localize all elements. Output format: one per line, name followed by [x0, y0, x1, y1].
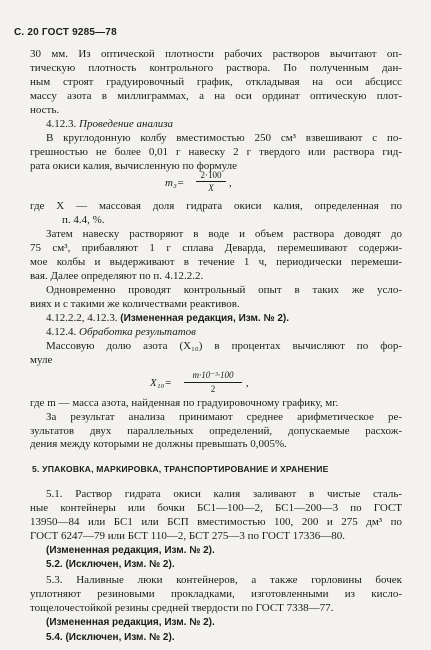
formula-numerator: m·10⁻³·100: [192, 370, 234, 380]
subsection-number: 4.12.4.: [46, 326, 77, 338]
text-line: муле: [30, 354, 53, 366]
section-5-title: 5. УПАКОВКА, МАРКИРОВКА, ТРАНСПОРТИРОВАНИЕ И ХРАНЕНИЕ: [32, 464, 329, 474]
text-line: п. 4.4, %.: [62, 214, 105, 226]
text-line: виях и с такими же количествами реактивов.: [30, 298, 240, 310]
text-line: За результат анализа принимают среднее арифметическое ре-: [46, 411, 402, 423]
text-line: дения между которыми не должны превышать 0,005%.: [30, 438, 287, 450]
text-line: зультатов двух параллельных определений, допускаемые расхож-: [30, 425, 402, 437]
amendment-refs: 4.12.2.2, 4.12.3.: [46, 312, 118, 324]
text-line: 13950—84 или БС1 или БСП вместимостью 100, 200 и 275 дм³ по: [30, 516, 402, 528]
text-line: где X — массовая доля гидрата окиси калия, определенная по: [30, 200, 402, 212]
subsection-title: Обработка результатов: [79, 326, 196, 338]
text-line: рата окиси калия, вычисленную по формуле: [30, 160, 237, 172]
amendment-note: (Измененная редакция, Изм. № 2).: [46, 617, 215, 628]
text-line: где m — масса азота, найденная по градуировочному графику, мг.: [30, 397, 339, 409]
text-line: ным строят градуировочный график, откладывая на оси абсцисс: [30, 76, 402, 88]
text-line: 5.1. Раствор гидрата окиси калия заливают в чистые сталь-: [46, 488, 402, 500]
formula-end: ,: [229, 177, 232, 189]
text-line: грешностью не более 0,01 г навеску 2 г твердого или раствора гид-: [30, 146, 402, 158]
page-number: С. 20: [14, 27, 39, 38]
amendment-text: (Измененная редакция, Изм. № 2).: [120, 313, 290, 324]
text-line: тическую плотность контрольного раствора. По полученным дан-: [30, 62, 402, 74]
formula-fraction: [184, 370, 242, 394]
text-line: 30 мм. Из оптической плотности рабочих растворов вычитают оп-: [30, 48, 402, 60]
subsection-heading-4-12-3: [46, 117, 173, 131]
text-line: В круглодонную колбу вместимостью 250 см³ взвешивают с по-: [46, 132, 402, 144]
formula-fraction: [196, 170, 226, 193]
subsection-number: 4.12.3.: [46, 118, 77, 130]
text-line: вая. Далее определяют по п. 4.12.2.2.: [30, 270, 204, 282]
fraction-bar: [184, 382, 242, 383]
formula-denominator: X: [208, 183, 214, 193]
text-line: Затем навеску растворяют в воде и объем раствора доводят до: [46, 228, 402, 240]
subsection-title: Проведение анализа: [79, 118, 174, 130]
deleted-clause-5-2: 5.2. (Исключен, Изм. № 2).: [46, 559, 175, 570]
amendment-note: [46, 311, 289, 326]
text-line: мое колбы и выдерживают в течение 1 ч, периодически перемеши-: [30, 256, 402, 268]
amendment-note: (Измененная редакция, Изм. № 2).: [46, 545, 215, 556]
text-line: 75 см³, прибавляют 1 г сплава Деварда, перемешивают содержи-: [30, 242, 402, 254]
text-line: массу азота в миллиграммах, а на оси ординат оптическую плот-: [30, 90, 402, 102]
formula-end: ,: [246, 377, 249, 389]
subsection-heading-4-12-4: [46, 325, 196, 339]
text-line: Массовую долю азота (X₁₀) в процентах вычисляют по фор-: [46, 340, 402, 352]
deleted-clause-5-4: 5.4. (Исключен, Изм. № 2).: [46, 632, 175, 643]
text-line: ные контейнеры или бочки БС1—100—2, БС1—200—3 по ГОСТ: [30, 502, 402, 514]
standard-code: ГОСТ 9285—78: [41, 27, 117, 38]
text-line: уплотняют резиновыми прокладками, изготовленными из кисло-: [30, 588, 402, 600]
fraction-bar: [196, 181, 226, 182]
text-line: ность.: [30, 104, 60, 116]
formula-numerator: 2·100: [200, 170, 222, 180]
formula-lhs: m₃=: [165, 177, 185, 189]
formula-lhs: X₁₀=: [150, 377, 172, 389]
text-line: тощелочестойкой резины средней твердости по ГОСТ 7338—77.: [30, 602, 334, 614]
formula-m3: [165, 177, 184, 189]
formula-denominator: 2: [210, 384, 216, 394]
text-line: 5.3. Наливные люки контейнеров, а также горловины бочек: [46, 574, 402, 586]
text-line: ГОСТ 6247—79 или БСТ 110—2, БСТ 275—3 по ГОСТ 17336—80.: [30, 530, 346, 542]
page-header: [14, 27, 117, 38]
formula-x10: [150, 377, 172, 389]
text-line: Одновременно проводят контрольный опыт в таких же усло-: [46, 284, 402, 296]
